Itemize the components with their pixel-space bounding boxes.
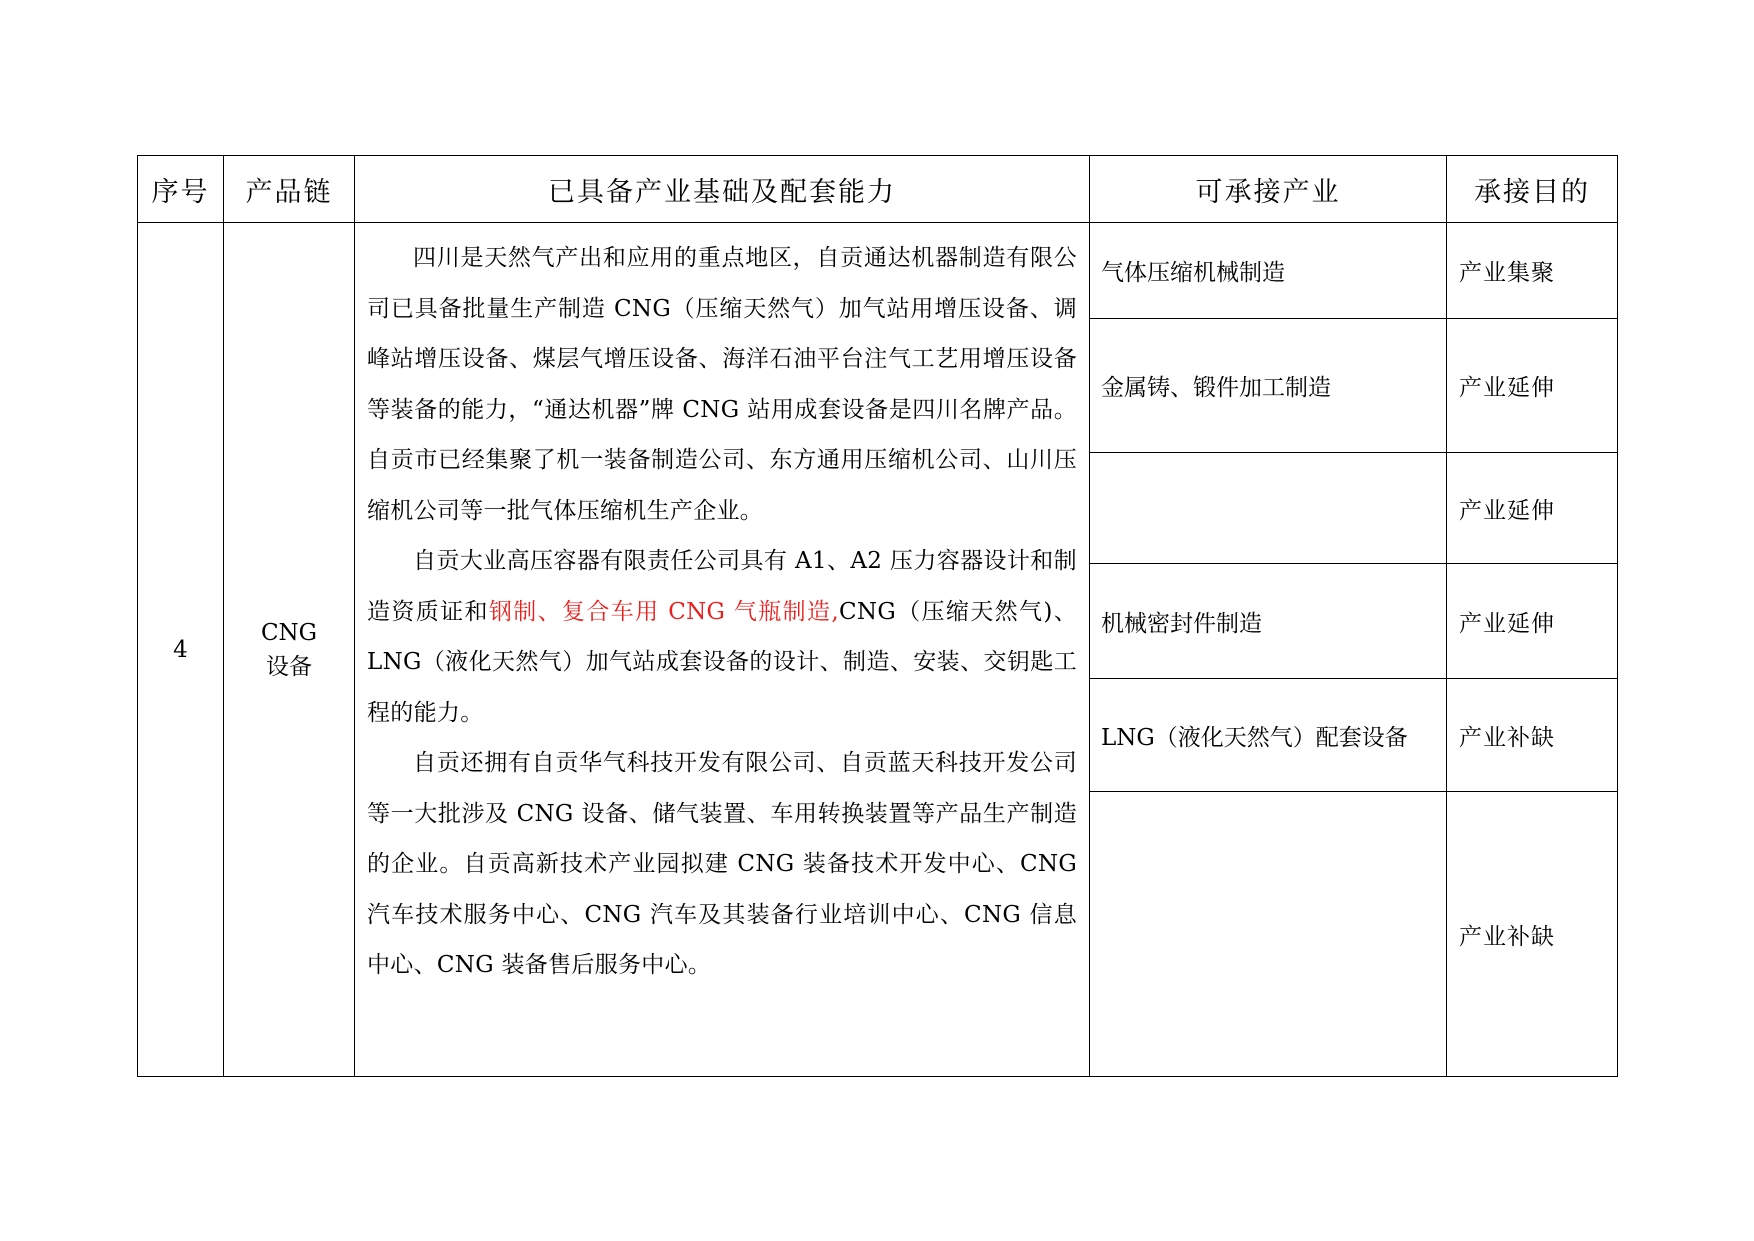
- base-paragraph-2: [367, 536, 1077, 738]
- industry-cell: [1090, 453, 1447, 564]
- industry-cell: LNG（液化天然气）配套设备: [1090, 679, 1447, 792]
- header-no: 序号: [138, 156, 224, 223]
- header-base: 已具备产业基础及配套能力: [355, 156, 1090, 223]
- header-goal: 承接目的: [1447, 156, 1618, 223]
- industry-cell: 机械密封件制造: [1090, 564, 1447, 679]
- industry-table: [137, 155, 1618, 1077]
- product-chain-cell: [224, 223, 355, 1077]
- table-row: [138, 223, 1618, 319]
- goal-cell: 产业延伸: [1447, 319, 1618, 453]
- product-chain-line2: 设备: [266, 653, 312, 680]
- goal-cell: 产业集聚: [1447, 223, 1618, 319]
- industry-cell: 金属铸、锻件加工制造: [1090, 319, 1447, 453]
- table-header-row: [138, 156, 1618, 223]
- base-paragraph-3: 自贡还拥有自贡华气科技开发有限公司、自贡蓝天科技开发公司等一大批涉及 CNG 设备、储气装置、车用转换装置等产品生产制造的企业。自贡高新技术产业园拟建 CNG 装备技术开发中心、CNG 汽车技术服务中心、CNG 汽车及其装备行业培训中心、CNG 信息中心、CNG 装备售后服务中心。: [367, 750, 1077, 978]
- highlighted-text: 钢制、复合车用 CNG 气瓶制造,: [488, 598, 840, 625]
- header-chain: 产品链: [224, 156, 355, 223]
- base-paragraph-2-text-b: CNG（压缩天然气)、LNG（液化天然气）加气站成套设备的设计、制造、安装、交钥匙工程的能力。: [367, 598, 1077, 726]
- goal-cell: 产业延伸: [1447, 453, 1618, 564]
- industry-cell: [1090, 792, 1447, 1077]
- header-industry: 可承接产业: [1090, 156, 1447, 223]
- base-paragraph-1: 四川是天然气产出和应用的重点地区，自贡通达机器制造有限公司已具备批量生产制造 CNG（压缩天然气）加气站用增压设备、调峰站增压设备、煤层气增压设备、海洋石油平台注气工艺用增压设备等装备的能力，“通达机器”牌 CNG 站用成套设备是四川名牌产品。自贡市已经集聚了机一装备制造公司、东方通用压缩机公司、山川压缩机公司等一批气体压缩机生产企业。: [367, 245, 1077, 524]
- product-chain-line1: CNG: [260, 619, 318, 646]
- row-number: 4: [138, 223, 224, 1077]
- goal-cell: 产业补缺: [1447, 679, 1618, 792]
- industry-base-cell: [355, 223, 1090, 1077]
- goal-cell: 产业延伸: [1447, 564, 1618, 679]
- base-paragraph-2-text-a: 自贡大业高压容器有限责任公司具有 A1、A2 压力容器设计和制造资质证和: [367, 548, 1077, 625]
- industry-cell: 气体压缩机械制造: [1090, 223, 1447, 319]
- goal-cell: 产业补缺: [1447, 792, 1618, 1077]
